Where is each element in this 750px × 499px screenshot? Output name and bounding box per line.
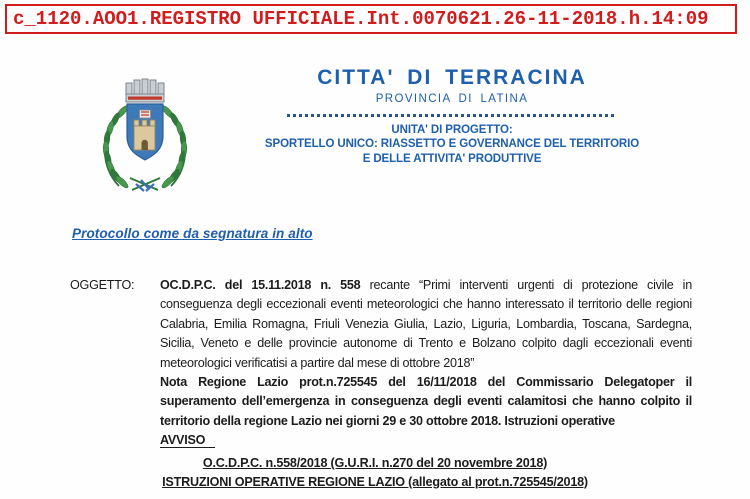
subject-body (160, 276, 692, 451)
shield-icon (127, 104, 163, 160)
protocol-note: Protocollo come da segnatura in alto (72, 226, 313, 241)
footer-title-2: ISTRUZIONI OPERATIVE REGIONE LAZIO (allegato al prot.n.725545/2018) (162, 474, 588, 489)
footer-title-1: O.C.D.P.C. n.558/2018 (G.U.R.I. n.270 del 20 novembre 2018) (202, 456, 548, 470)
avviso-line (160, 431, 692, 450)
protocol-banner-text: c_1120.AOO1.REGISTRO UFFICIALE.Int.0070621.26-11-2018.h.14:09 (13, 8, 709, 30)
crest-icon (140, 110, 151, 118)
ordinance-ref: OC.D.P.C. del 15.11.2018 n. 558 (160, 278, 361, 292)
footer-titles (0, 454, 750, 491)
unit-line-2: E DELLE ATTIVITA' PRODUTTIVE (362, 152, 542, 165)
subject-section (70, 276, 692, 451)
coat-of-arms-svg (86, 72, 204, 198)
document-header (252, 66, 652, 167)
ribbon-icon (130, 178, 160, 191)
subject-label: OGGETTO: (70, 278, 135, 292)
protocol-banner (5, 4, 737, 34)
city-title: CITTA' DI TERRACINA (317, 66, 587, 89)
ordinance-text: recante “Primi interventi urgenti di protezione civile in conseguenza degli eccezionali eventi meteorologici che hanno interessato il territorio delle regioni Calabria, Emilia Romagna, Friuli Venezia Giulia, Lazio, Liguria, Lombardia, Toscana, Sardegna, Sicilia, Veneto e delle provincie autonome di Trento e Bolzano colpito dagli eccezionali eventi meteorologici verificatisi a partire dal mese di ottobre 2018” (160, 278, 692, 370)
nota-paragraph: Nota Regione Lazio prot.n.725545 del 16/11/2018 del Commissario Delegatoper il superamento dell’emergenza in conseguenza degli eventi calamitosi che hanno colpito il territorio della regione Lazio nei giorni 29 e 30 ottobre 2018. Istruzioni operative (160, 375, 692, 428)
unit-label: UNITA' DI PROGETTO: (391, 123, 513, 136)
mural-crown-icon (126, 79, 164, 102)
avviso-label: AVVISO (160, 433, 215, 448)
province-subtitle: PROVINCIA DI LATINA (375, 93, 529, 105)
coat-of-arms (86, 72, 204, 198)
ordinance-paragraph (160, 276, 692, 373)
tower-icon (134, 120, 155, 150)
unit-line-1: SPORTELLO UNICO: RIASSETTO E GOVERNANCE DEL TERRITORIO (264, 137, 640, 150)
dashed-divider (287, 114, 617, 117)
